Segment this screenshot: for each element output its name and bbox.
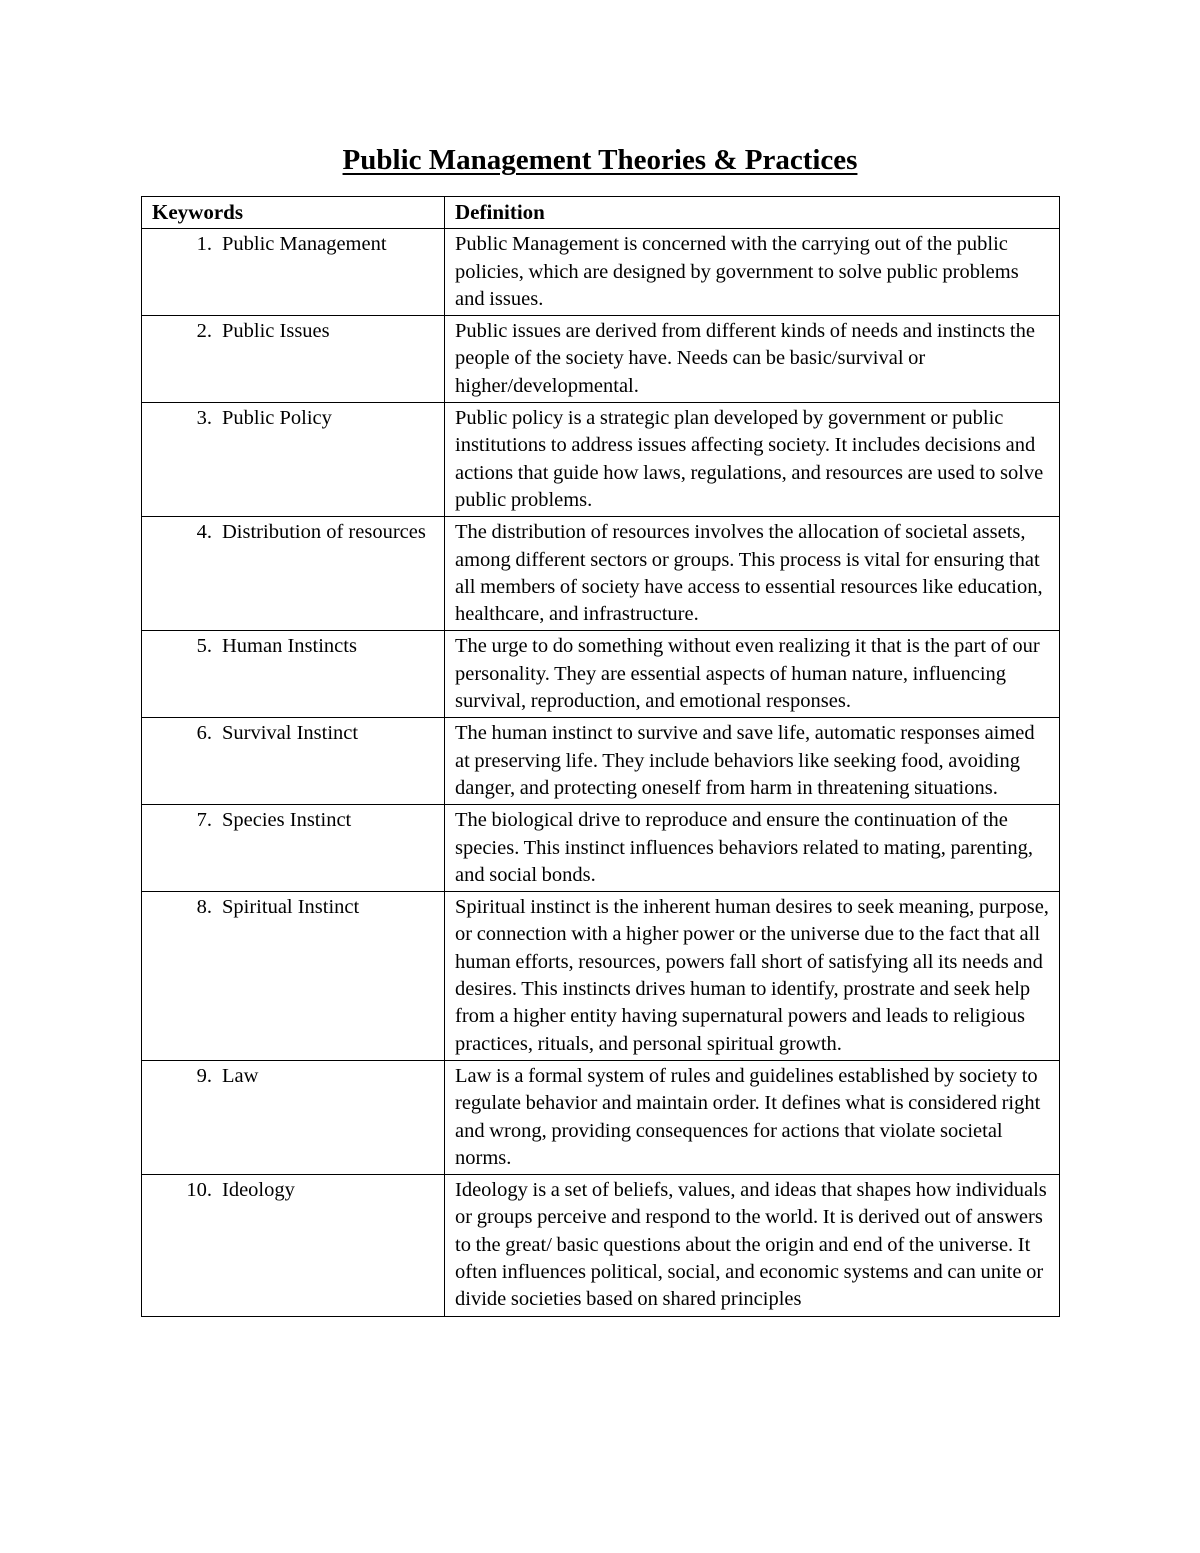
keyword-cell (142, 892, 445, 1061)
table-row (142, 892, 1060, 1061)
keyword-text: Survival Instinct (222, 722, 359, 745)
row-number: 3. (196, 407, 212, 430)
row-number: 6. (196, 722, 212, 745)
definition-cell: The urge to do something without even realizing it that is the part of our personality. They are essential aspects of human nature, influencing survival, reproduction, and emotional responses. (445, 631, 1060, 718)
keyword-text: Species Instinct (222, 809, 352, 832)
keyword-text: Spiritual Instinct (222, 896, 360, 919)
row-number: 1. (196, 233, 212, 256)
row-number: 2. (196, 320, 212, 343)
row-number: 5. (196, 635, 212, 658)
table-header-row (142, 197, 1060, 229)
keyword-cell (142, 229, 445, 316)
table-row (142, 805, 1060, 892)
definition-cell: Public policy is a strategic plan developed by government or public institutions to address issues affecting society. It includes decisions and actions that guide how laws, regulations, and resources are used to solve public problems. (445, 403, 1060, 517)
table-row (142, 229, 1060, 316)
definition-column-header: Definition (445, 197, 1060, 229)
definition-cell: Law is a formal system of rules and guidelines established by society to regulate behavior and maintain order. It defines what is considered right and wrong, providing consequences for actions that violate societal norms. (445, 1060, 1060, 1174)
keyword-text: Human Instincts (222, 635, 357, 658)
row-number: 7. (196, 809, 212, 832)
table-row (142, 403, 1060, 517)
keyword-cell (142, 631, 445, 718)
keyword-text: Ideology (222, 1179, 295, 1202)
definition-cell: The distribution of resources involves the allocation of societal assets, among different sectors or groups. This process is vital for ensuring that all members of society have access to essential resources like education, healthcare, and infrastructure. (445, 517, 1060, 631)
definition-cell: Ideology is a set of beliefs, values, and ideas that shapes how individuals or groups perceive and respond to the world. It is derived out of answers to the great/ basic questions about the origin and end of the universe. It often influences political, social, and economic systems and can unite or divide societies based on shared principles (445, 1175, 1060, 1316)
table-row (142, 1060, 1060, 1174)
keyword-text: Public Issues (222, 320, 330, 343)
keyword-text: Public Policy (222, 407, 332, 430)
keyword-text: Public Management (222, 233, 387, 256)
definition-cell: Spiritual instinct is the inherent human desires to seek meaning, purpose, or connection with a higher power or the universe due to the fact that all human efforts, resources, powers fall short of satisfying all its needs and desires. This instincts drives human to identify, prostrate and seek help from a higher entity having supernatural powers and leads to religious practices, rituals, and personal spiritual growth. (445, 892, 1060, 1061)
definition-cell: Public issues are derived from different kinds of needs and instincts the people of the society have. Needs can be basic/survival or higher/developmental. (445, 316, 1060, 403)
page-title: Public Management Theories & Practices (342, 144, 858, 176)
keyword-text: Law (222, 1064, 259, 1087)
definition-cell: The biological drive to reproduce and ensure the continuation of the species. This instinct influences behaviors related to mating, parenting, and social bonds. (445, 805, 1060, 892)
row-number: 10. (186, 1179, 212, 1202)
keyword-text: Distribution of resources (222, 521, 426, 544)
keyword-cell (142, 718, 445, 805)
keyword-cell (142, 316, 445, 403)
keyword-cell (142, 1175, 445, 1316)
keywords-table (141, 196, 1060, 1317)
row-number: 9. (196, 1064, 212, 1087)
keyword-cell (142, 403, 445, 517)
definition-cell: The human instinct to survive and save life, automatic responses aimed at preserving life. They include behaviors like seeking food, avoiding danger, and protecting oneself from harm in threatening situations. (445, 718, 1060, 805)
row-number: 4. (196, 521, 212, 544)
definition-cell: Public Management is concerned with the carrying out of the public policies, which are designed by government to solve public problems and issues. (445, 229, 1060, 316)
table-row (142, 517, 1060, 631)
row-number: 8. (196, 896, 212, 919)
table-row (142, 1175, 1060, 1316)
table-row (142, 631, 1060, 718)
table-row (142, 718, 1060, 805)
keyword-cell (142, 1060, 445, 1174)
keywords-column-header: Keywords (142, 197, 445, 229)
table-row (142, 316, 1060, 403)
keyword-cell (142, 805, 445, 892)
keyword-cell (142, 517, 445, 631)
